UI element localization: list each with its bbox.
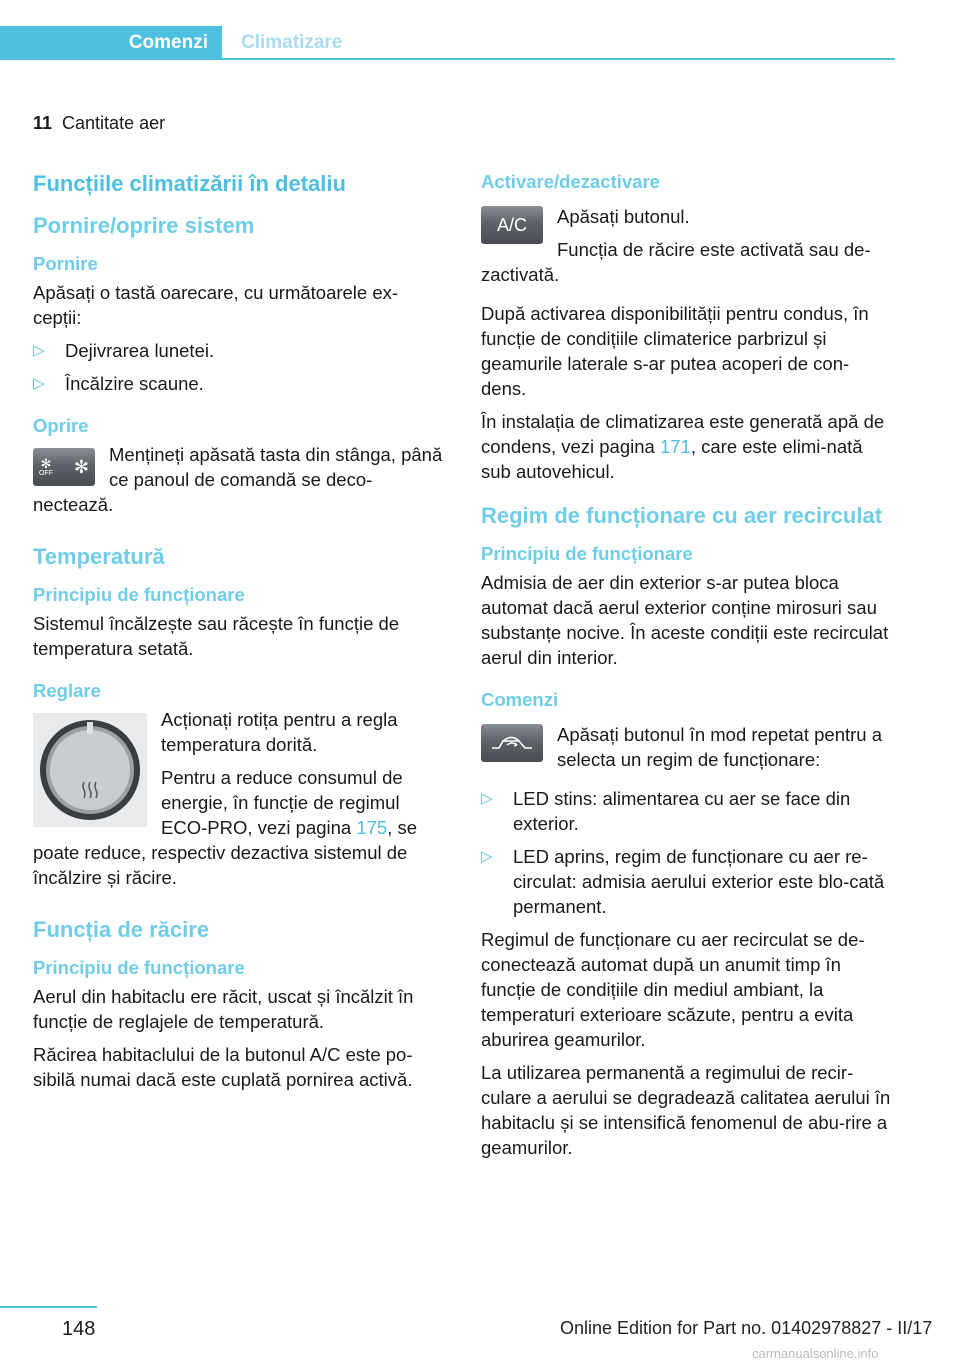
list-item-text: LED aprins, regim de funcționare cu aer re-circulat: admisia aerului exterior este blo-cată permanent. <box>513 846 885 917</box>
subheading-cooling-principle: Principiu de funcționare <box>33 957 245 978</box>
subheading-recirc-principle: Principiu de funcționare <box>481 543 693 564</box>
temperature-knob-icon <box>36 716 144 824</box>
text-segment: Pentru a reduce consumul de energie, în funcție de regimul ECO-PRO, vezi pagina <box>161 767 403 838</box>
subheading-temp-principle: Principiu de funcționare <box>33 584 245 605</box>
paragraph-pornire: Apăsați o tastă oarecare, cu următoarele ex-cepții: <box>33 282 399 328</box>
subheading-oprire: Oprire <box>33 415 89 436</box>
paragraph-cooling-1: Aerul din habitaclu ere răcit, uscat și încălzit în funcție de reglajele de temperatură. <box>33 986 414 1032</box>
paragraph-activare-1: Apăsați butonul. <box>557 206 690 227</box>
list-item <box>481 786 891 836</box>
subheading-pornire: Pornire <box>33 253 98 274</box>
page-number: 148 <box>62 1318 96 1340</box>
triangle-bullet-icon: ▷ <box>33 342 45 359</box>
text-segment: , care este elimi-nată sub autovehicul. <box>481 436 863 482</box>
section-title-recirculation: Regim de funcționare cu aer recirculat <box>481 503 883 528</box>
tab-climatizare[interactable]: Climatizare <box>241 32 343 53</box>
subheading-comenzi: Comenzi <box>481 689 559 710</box>
figure-caption <box>33 113 165 134</box>
off-label: OFF <box>39 469 53 477</box>
watermark: carmanualsonline.info <box>752 1346 879 1361</box>
list-item-text: LED stins: alimentarea cu aer se face din exterior. <box>513 788 851 834</box>
paragraph-permanent: La utilizarea permanentă a regimului de recir-culare a aerului se degradează calitatea aerului în habitaclu și se intensifică fenomenul de abu-rire a geamurilor. <box>481 1062 891 1158</box>
list-item <box>33 371 443 396</box>
right-column <box>481 170 891 1168</box>
triangle-bullet-icon: ▷ <box>33 375 45 392</box>
list-item-text: Dejivrarea lunetei. <box>65 340 215 361</box>
paragraph-cooling-2: Răcirea habitaclului de la butonul A/C este po-sibilă numai dacă este cuplată pornirea activă. <box>33 1044 413 1090</box>
section-title-temperature: Temperatură <box>33 544 165 569</box>
recirculation-car-icon <box>489 732 535 754</box>
edition-text: Online Edition for Part no. 01402978827 - II/17 <box>560 1318 933 1338</box>
temperature-knob-image <box>33 713 147 827</box>
footer-divider <box>0 1306 97 1308</box>
page-link-171[interactable]: 171 <box>659 436 691 457</box>
section-title-details: Funcțiile climatizării în detaliu <box>33 171 346 196</box>
fan-small-icon: ✻ OFF <box>39 455 53 477</box>
header-bar <box>0 26 895 60</box>
paragraph-comenzi: Apăsați butonul în mod repetat pentru a selecta un regim de funcționare: <box>557 724 882 770</box>
page-link-175[interactable]: 175 <box>356 817 388 838</box>
list-item <box>481 844 891 919</box>
subheading-activare: Activare/dezactivare <box>481 171 660 192</box>
left-column <box>33 170 443 1100</box>
paragraph-reglare-1: Acționați rotița pentru a regla temperatura dorită. <box>161 709 398 755</box>
text-segment: , se poate reduce, respectiv dezactiva sistemul de încălzire și răcire. <box>33 817 418 888</box>
fan-off-button-image <box>33 448 95 486</box>
section-title-cooling: Funcția de răcire <box>33 917 210 942</box>
ac-button-image <box>481 206 543 244</box>
caption-number: 11 <box>33 113 53 133</box>
section-title-system: Pornire/oprire sistem <box>33 213 255 238</box>
paragraph-recirc-principle: Admisia de aer din exterior s-ar putea bloca automat dacă aerul exterior conține mirosuri sau substanțe nocive. În aceste condiții este recirculat aerul din interior. <box>481 572 889 668</box>
paragraph-instalatie <box>481 409 891 484</box>
caption-text: Cantitate aer <box>62 113 166 133</box>
header-divider <box>222 58 895 60</box>
paragraph-condens: După activarea disponibilității pentru condus, în funcție de condițiile climaterice parbrizul și geamurile laterale s-ar putea acoperi de con-dens. <box>481 303 869 399</box>
list-item-text: Încălzire scaune. <box>65 373 204 394</box>
tab-comenzi[interactable]: Comenzi <box>0 26 222 60</box>
fan-large-icon: ✻ <box>73 456 89 477</box>
paragraph-activare-2: Funcția de răcire este activată sau de-zactivată. <box>481 239 871 285</box>
triangle-bullet-icon: ▷ <box>481 848 493 865</box>
text-segment: În instalația de climatizarea este generată apă de condens, vezi pagina <box>481 411 885 457</box>
triangle-bullet-icon: ▷ <box>481 790 493 807</box>
subheading-reglare: Reglare <box>33 680 101 701</box>
ac-label: A/C <box>496 214 527 235</box>
list-item <box>33 338 443 363</box>
recirculation-button-image <box>481 724 543 762</box>
paragraph-temp-principle: Sistemul încălzește sau răcește în funcție de temperatura setată. <box>33 613 400 659</box>
paragraph-auto-off: Regimul de funcționare cu aer recirculat se de-conectează automat după un anumit timp în funcție de condițiile din mediul ambiant, la temperaturi exterioare scăzute, pentru a evita aburirea geamurilor. <box>481 929 865 1050</box>
paragraph-oprire: Mențineți apăsată tasta din stânga, până ce panoul de comandă se deco-nectează. <box>33 444 443 515</box>
